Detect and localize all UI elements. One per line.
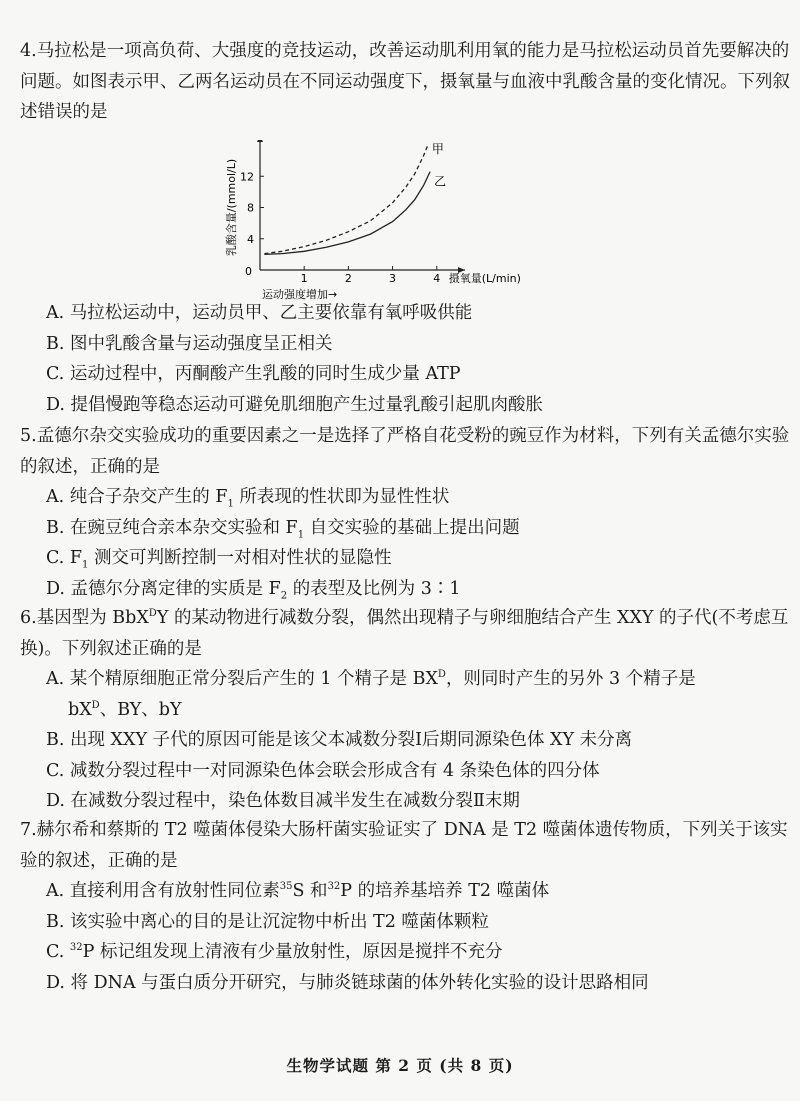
question-number: 5. bbox=[20, 426, 37, 446]
option-c: C. 减数分裂过程中一对同源染色体会联会形成含有 4 条染色体的四分体 bbox=[46, 760, 600, 781]
option-b: B. 图中乳酸含量与运动强度呈正相关 bbox=[46, 333, 333, 354]
subscript: 1 bbox=[227, 498, 234, 510]
text: ，则同时产生的另外 3 个精子是 bbox=[445, 669, 696, 689]
y-axis-arrow bbox=[257, 140, 263, 142]
superscript: D bbox=[91, 699, 100, 711]
lactate-chart bbox=[210, 140, 570, 300]
subscript: 1 bbox=[297, 529, 305, 540]
text: 、BY、bY bbox=[99, 699, 182, 720]
y-tick-label: 8 bbox=[247, 201, 254, 215]
text: C. bbox=[46, 942, 70, 962]
origin-label: 0 bbox=[245, 265, 252, 278]
superscript: D bbox=[437, 669, 446, 681]
option-c bbox=[20, 543, 795, 574]
question-number: 4. bbox=[20, 41, 37, 61]
series-label: 甲 bbox=[431, 142, 444, 156]
text: 测交可判断控制一对相对性状的显隐性 bbox=[88, 548, 392, 568]
x-tick-label: 2 bbox=[344, 272, 352, 285]
question-4-stem bbox=[20, 36, 795, 128]
x-axis-sublabel: 运动强度增加→ bbox=[262, 288, 338, 300]
text: Y 的某动物进行减数分裂，偶然出现精子与卵细胞结合产生 XXY 的子代(不考虑互换)。下列叙述正确的是 bbox=[20, 608, 789, 659]
text: D. 孟德尔分离定律的实质是 F bbox=[46, 578, 281, 599]
text: S 和 bbox=[292, 881, 328, 901]
text: 的表型及比例为 3∶1 bbox=[287, 578, 461, 599]
text: P 标记组发现上清液有少量放射性，原因是搅拌不充分 bbox=[82, 942, 503, 962]
question-5 bbox=[20, 421, 795, 604]
y-tick-label: 12 bbox=[240, 170, 254, 184]
option-a-continued bbox=[20, 695, 795, 726]
option-a bbox=[20, 876, 795, 907]
subscript: 1 bbox=[82, 559, 89, 571]
x-tick-label: 3 bbox=[389, 272, 397, 285]
question-7-stem bbox=[20, 815, 795, 876]
x-axis-label: 摄氧量(L/min) bbox=[448, 272, 521, 285]
text: P 的培养基培养 T2 噬菌体 bbox=[340, 881, 550, 901]
text: bX bbox=[68, 699, 92, 720]
option-a: A. 马拉松运动中，运动员甲、乙主要依靠有氧呼吸供能 bbox=[46, 303, 473, 323]
question-text: 赫尔希和蔡斯的 T2 噬菌体侵染大肠杆菌实验证实了 DNA 是 T2 噬菌体遗传物质，下列关于该实验的叙述，正确的是 bbox=[20, 820, 788, 871]
superscript: D bbox=[148, 608, 157, 620]
y-tick-label: 4 bbox=[247, 232, 254, 246]
superscript: 32 bbox=[327, 881, 341, 893]
x-tick-label: 1 bbox=[300, 272, 308, 285]
text: B. 在豌豆纯合亲本杂交实验和 F bbox=[46, 517, 298, 538]
x-tick-label: 4 bbox=[433, 272, 441, 285]
option-a bbox=[20, 664, 795, 695]
question-6 bbox=[20, 603, 795, 817]
option-c: C. 运动过程中，丙酮酸产生乳酸的同时生成少量 ATP bbox=[46, 364, 461, 384]
option-b: B. 出现 XXY 子代的原因可能是该父本减数分裂Ⅰ后期同源染色体 XY 未分离 bbox=[46, 730, 633, 750]
superscript: 32 bbox=[69, 942, 83, 954]
question-text: 马拉松是一项高负荷、大强度的竞技运动，改善运动肌利用氧的能力是马拉松运动员首先要解决的问题。如图表示甲、乙两名运动员在不同运动强度下，摄氧量与血液中乳酸含量的变化情况。下列叙述错误的是 bbox=[20, 41, 790, 122]
text: A. 纯合子杂交产生的 F bbox=[46, 487, 228, 507]
text: 所表现的性状即为显性性状 bbox=[233, 487, 450, 507]
series-line-甲 bbox=[264, 145, 428, 254]
question-4 bbox=[20, 36, 795, 128]
question-5-stem bbox=[20, 421, 795, 482]
superscript: 35 bbox=[279, 881, 293, 893]
option-c bbox=[20, 937, 795, 968]
text: 自交实验的基础上提出问题 bbox=[304, 517, 520, 538]
option-d bbox=[20, 574, 795, 605]
y-axis-label: 乳酸含量/(mmol/L) bbox=[225, 158, 238, 257]
series-label: 乙 bbox=[434, 174, 447, 189]
text: A. 直接利用含有放射性同位素 bbox=[46, 881, 280, 901]
option-d: D. 在减数分裂过程中，染色体数目减半发生在减数分裂Ⅱ末期 bbox=[46, 791, 520, 811]
option-d: D. 将 DNA 与蛋白质分开研究，与肺炎链球菌的体外转化实验的设计思路相同 bbox=[46, 972, 649, 993]
text: A. 某个精原细胞正常分裂后产生的 1 个精子是 BX bbox=[46, 669, 438, 689]
question-number: 7. bbox=[20, 820, 37, 840]
question-text: 孟德尔杂交实验成功的重要因素之一是选择了严格自花受粉的豌豆作为材料，下列有关孟德尔实验的叙述，正确的是 bbox=[20, 426, 790, 477]
question-number: 6. bbox=[20, 608, 37, 628]
option-b: B. 该实验中离心的目的是让沉淀物中析出 T2 噬菌体颗粒 bbox=[46, 911, 489, 932]
option-b bbox=[20, 513, 795, 544]
question-7 bbox=[20, 815, 795, 998]
question-4-options bbox=[20, 298, 795, 420]
page-footer: 生物学试题 第 2 页 (共 8 页) bbox=[286, 1056, 514, 1075]
option-d: D. 提倡慢跑等稳态运动可避免肌细胞产生过量乳酸引起肌肉酸胀 bbox=[46, 394, 544, 415]
subscript: 2 bbox=[280, 590, 288, 601]
text: C. F bbox=[46, 548, 83, 568]
series-line-乙 bbox=[264, 172, 430, 255]
option-a bbox=[20, 482, 795, 513]
question-6-stem bbox=[20, 603, 795, 664]
text: 基因型为 BbX bbox=[36, 608, 149, 628]
